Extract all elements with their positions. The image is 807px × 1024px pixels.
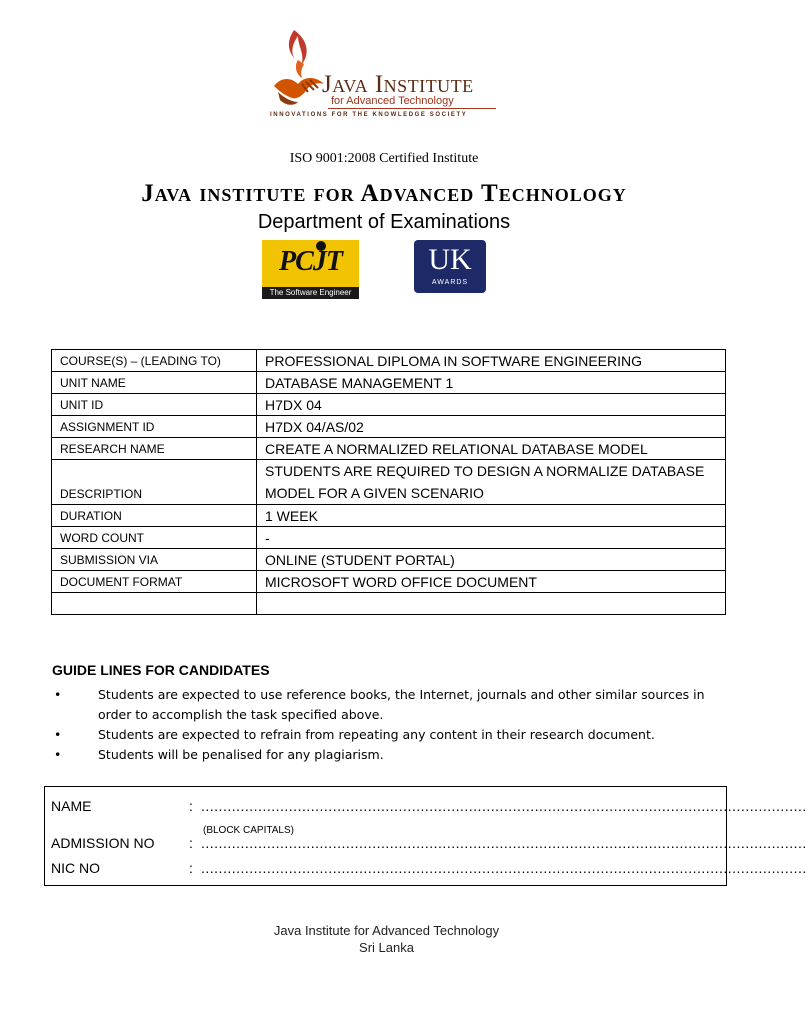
table-row: [52, 593, 726, 615]
list-item: [52, 685, 722, 725]
table-row: [52, 460, 726, 505]
row-value: 1 WEEK: [257, 505, 726, 527]
nic-colon: :: [189, 860, 193, 876]
admission-row: [51, 835, 807, 855]
table-row: [52, 394, 726, 416]
guidelines-heading: GUIDE LINES FOR CANDIDATES: [52, 662, 270, 678]
uk-text: UK: [428, 243, 472, 276]
row-value: -: [257, 527, 726, 549]
iso-certification: ISO 9001:2008 Certified Institute: [289, 151, 479, 166]
pcjt-caption: The Software Engineer: [262, 287, 359, 299]
name-row: [51, 798, 807, 838]
table-row: [52, 350, 726, 372]
row-value: H7DX 04: [257, 394, 726, 416]
name-note: (BLOCK CAPITALS): [203, 825, 294, 836]
row-label: WORD COUNT: [52, 527, 257, 549]
name-field[interactable]: ..........................................................................................................................................: [201, 798, 807, 814]
uk-caption: AWARDS: [431, 279, 469, 286]
table-row: [52, 505, 726, 527]
row-label: DOCUMENT FORMAT: [52, 571, 257, 593]
row-label: ASSIGNMENT ID: [52, 416, 257, 438]
name-label: NAME: [51, 798, 92, 814]
row-value: [257, 593, 726, 615]
list-item: [52, 725, 722, 745]
name-colon: :: [189, 798, 193, 814]
table-row: [52, 372, 726, 394]
logo-title: Java Institute: [322, 71, 474, 98]
candidate-details-box: [44, 786, 807, 886]
row-label: UNIT ID: [52, 394, 257, 416]
logo-subtitle: for Advanced Technology: [331, 95, 454, 107]
table-row: [52, 416, 726, 438]
table-row: [52, 571, 726, 593]
list-item: [52, 745, 722, 765]
pcjt-text: PCJT: [279, 246, 342, 277]
department-title: Department of Examinations: [257, 211, 511, 233]
table-row: [52, 527, 726, 549]
row-label: DURATION: [52, 505, 257, 527]
row-label: DESCRIPTION: [52, 460, 257, 505]
footer-line-1: Java Institute for Advanced Technology: [273, 923, 500, 938]
row-label: UNIT NAME: [52, 372, 257, 394]
row-value: ONLINE (STUDENT PORTAL): [257, 549, 726, 571]
row-value: CREATE A NORMALIZED RELATIONAL DATABASE MODEL: [257, 438, 726, 460]
guideline-text: Students are expected to refrain from repeating any content in their research document.: [98, 727, 655, 742]
nic-row: [51, 860, 807, 880]
nic-label: NIC NO: [51, 860, 100, 876]
logo-tagline: INNOVATIONS FOR THE KNOWLEDGE SOCIETY: [270, 112, 468, 118]
guideline-text: Students are expected to use reference books, the Internet, journals and other similar sources in order to accomplish the task specified above.: [98, 687, 705, 722]
assignment-info-table: [51, 349, 726, 615]
row-label: SUBMISSION VIA: [52, 549, 257, 571]
institute-title: Java institute for Advanced Technology: [141, 180, 627, 207]
uk-awards-badge: [414, 240, 486, 293]
footer: [0, 922, 773, 956]
row-value: PROFESSIONAL DIPLOMA IN SOFTWARE ENGINEERING: [257, 350, 726, 372]
admission-label: ADMISSION NO: [51, 835, 155, 851]
guidelines-list: [52, 685, 722, 765]
guideline-text: Students will be penalised for any plagiarism.: [98, 747, 384, 762]
table-row: [52, 549, 726, 571]
nic-field[interactable]: ..........................................................................................................................................: [201, 860, 807, 876]
row-label: [52, 593, 257, 615]
flame-hands-icon: [268, 22, 328, 122]
admission-colon: :: [189, 835, 193, 851]
row-label: COURSE(S) – (LEADING TO): [52, 350, 257, 372]
row-label: RESEARCH NAME: [52, 438, 257, 460]
institute-logo: [268, 22, 508, 122]
row-value: MICROSOFT WORD OFFICE DOCUMENT: [257, 571, 726, 593]
bullet-icon: •: [54, 687, 62, 702]
bullet-icon: •: [54, 727, 62, 742]
row-value: STUDENTS ARE REQUIRED TO DESIGN A NORMALIZE DATABASE MODEL FOR A GIVEN SCENARIO: [257, 460, 726, 505]
pcjt-badge: [262, 240, 359, 299]
row-value: H7DX 04/AS/02: [257, 416, 726, 438]
logo-underline: [328, 108, 496, 109]
admission-field[interactable]: ..........................................................................................................................................: [201, 835, 807, 851]
row-value: DATABASE MANAGEMENT 1: [257, 372, 726, 394]
footer-line-2: Sri Lanka: [359, 940, 414, 955]
table-row: [52, 438, 726, 460]
bullet-icon: •: [54, 747, 62, 762]
